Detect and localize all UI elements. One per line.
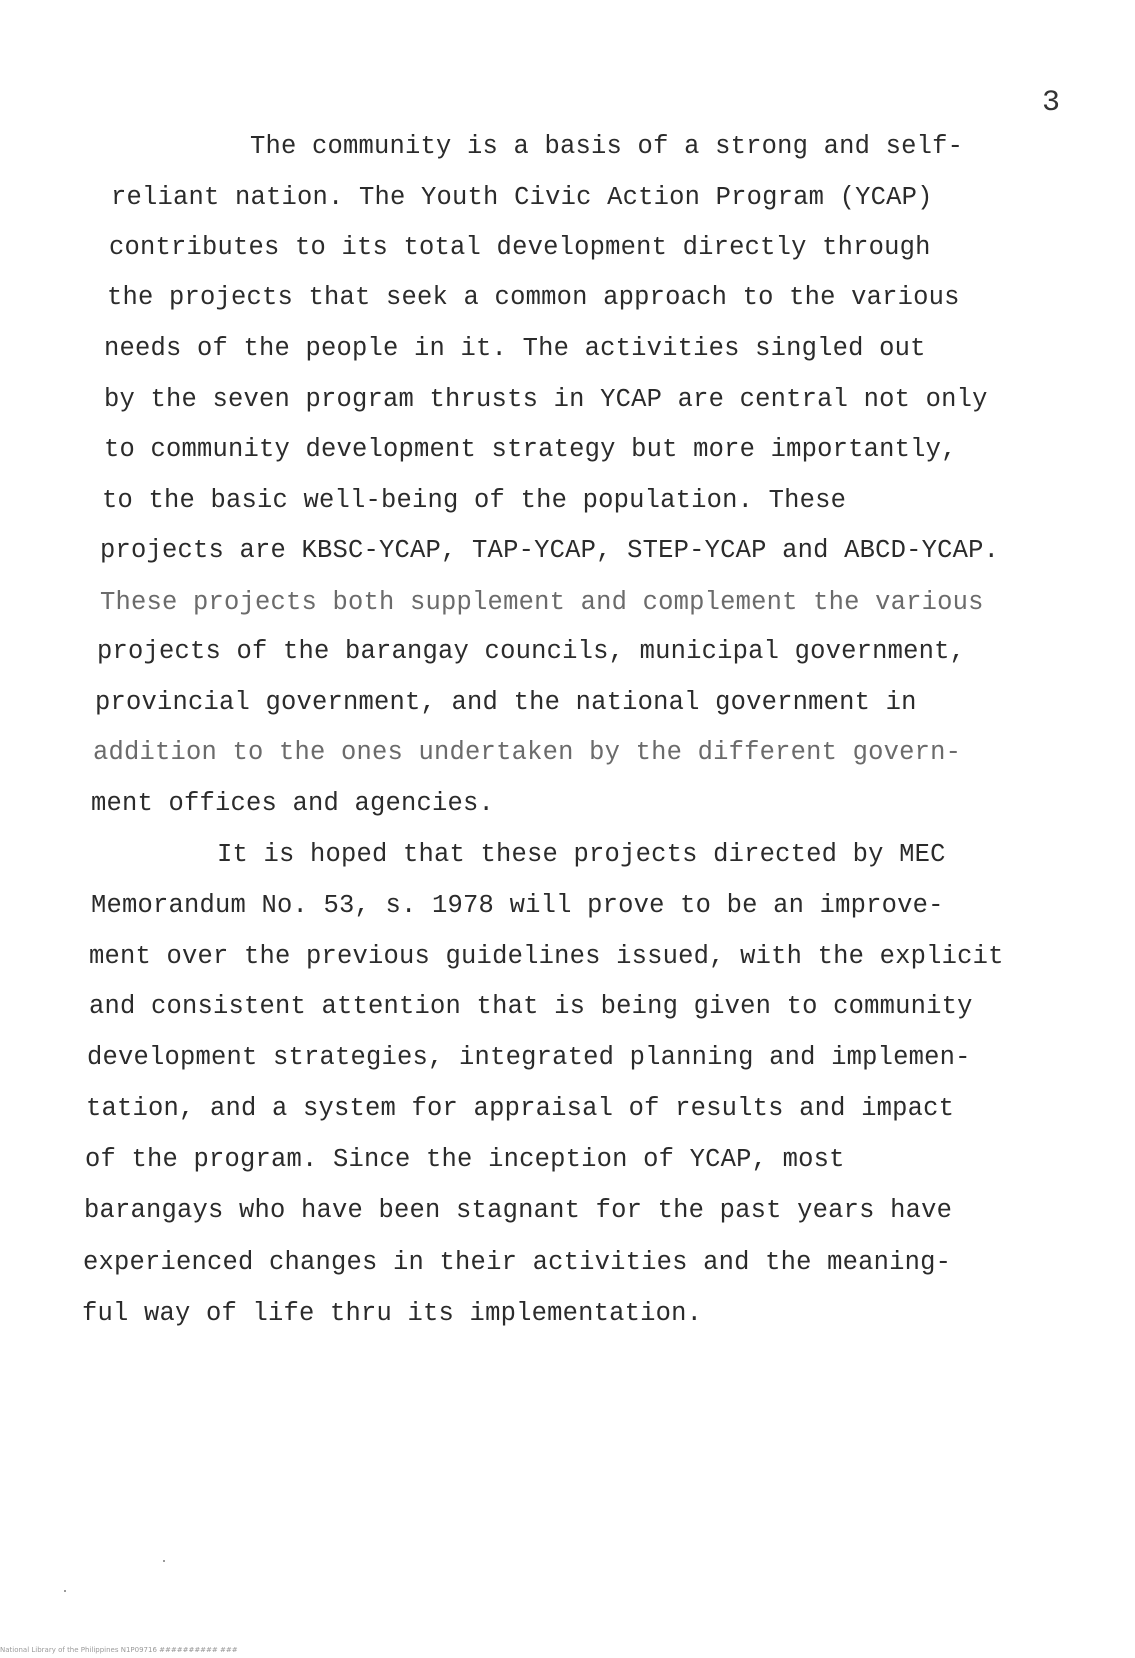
text-line: projects are KBSC-YCAP, TAP-YCAP, STEP-YCAP and ABCD-YCAP. [100,536,1000,565]
text-line: development strategies, integrated planning and implemen- [87,1043,971,1072]
text-line: to community development strategy but more importantly, [104,435,957,464]
text-line: reliant nation. The Youth Civic Action Program (YCAP) [111,183,933,212]
text-line: It is hoped that these projects directed by MEC [217,840,946,869]
text-line: addition to the ones undertaken by the different govern- [93,738,962,767]
text-line: to the basic well-being of the population. These [102,486,847,515]
text-line: ful way of life thru its implementation. [82,1299,703,1328]
text-line: ment offices and agencies. [91,789,495,818]
text-line: and consistent attention that is being given to community [89,992,973,1021]
text-line: tation, and a system for appraisal of results and impact [86,1094,955,1123]
text-line: These projects both supplement and complement the various [100,588,984,617]
text-line: barangays who have been stagnant for the past years have [84,1196,953,1225]
text-line: of the program. Since the inception of YCAP, most [85,1145,845,1174]
page-number: 3 [1042,86,1061,120]
text-line: needs of the people in it. The activities singled out [104,334,926,363]
scan-speck [64,1590,66,1592]
text-line: Memorandum No. 53, s. 1978 will prove to be an improve- [91,891,944,920]
text-line: by the seven program thrusts in YCAP are central not only [104,385,988,414]
text-line: experienced changes in their activities and the meaning- [83,1248,952,1277]
text-line: ment over the previous guidelines issued, with the explicit [89,942,1004,971]
text-line: The community is a basis of a strong and self- [250,132,964,161]
text-line: provincial government, and the national government in [95,688,917,717]
scan-footer: National Library of the Philippines N1P09716 ########## ### [0,1646,238,1654]
text-line: the projects that seek a common approach to the various [107,283,960,312]
text-line: contributes to its total development directly through [109,233,931,262]
scan-speck [163,1560,165,1562]
text-line: projects of the barangay councils, municipal government, [97,637,966,666]
